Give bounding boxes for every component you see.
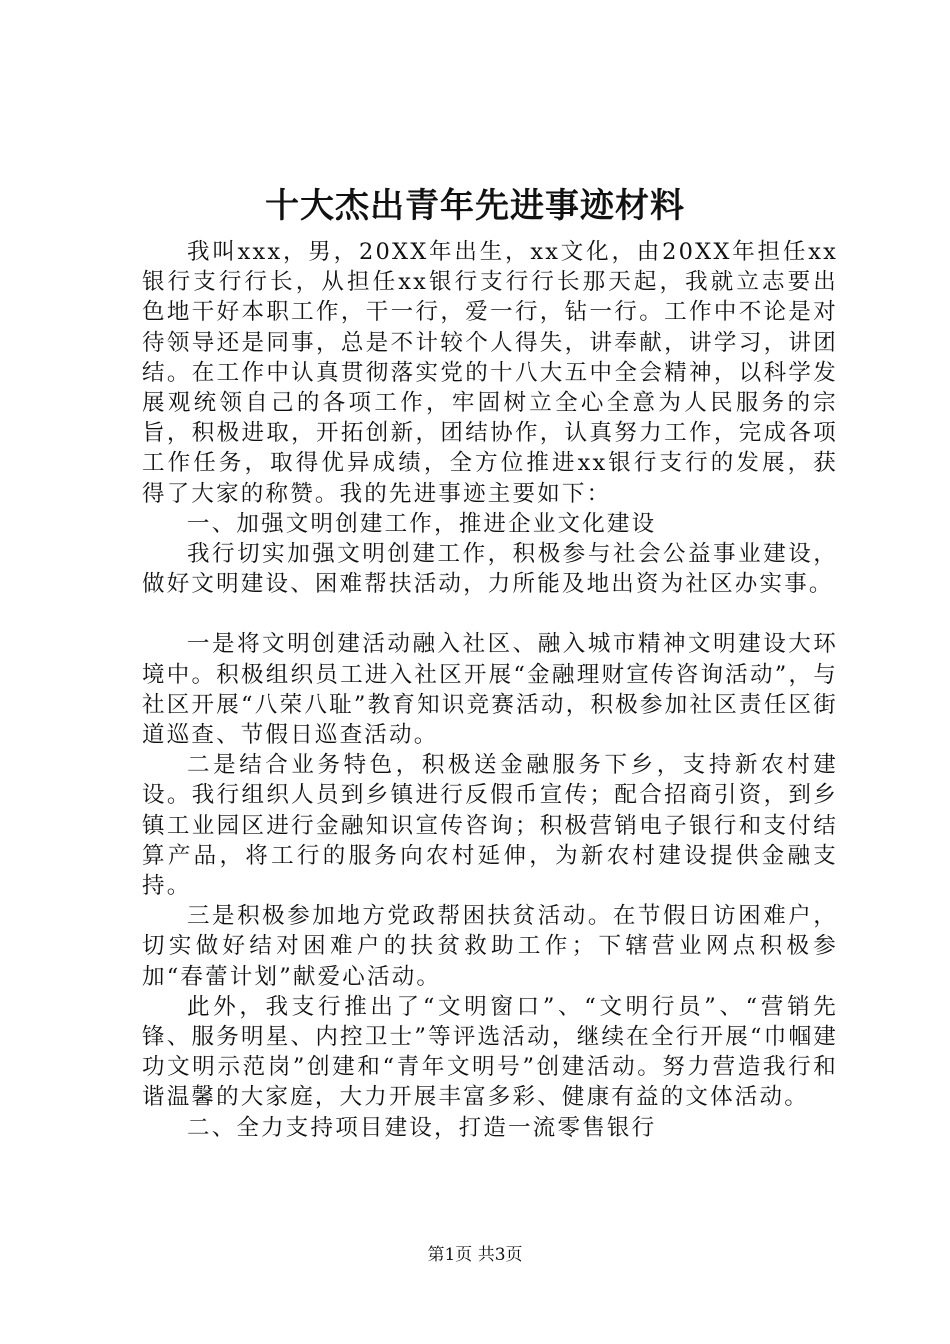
paragraph-section-1-intro: 我行切实加强文明创建工作，积极参与社会公益事业建设，做好文明建设、困难帮扶活动，力所能及地出资为社区办实事。 (142, 541, 838, 598)
paragraph-point-3: 三是积极参加地方党政帮困扶贫活动。在节假日访困难户，切实做好结对困难户的扶贫救助工作；下辖营业网点积极参加“春蕾计划”献爱心活动。 (142, 903, 838, 990)
page-number-footer: 第1页 共3页 (427, 1245, 523, 1265)
section-heading-2: 二、全力支持项目建设，打造一流零售银行 (187, 1114, 657, 1141)
paragraph-point-1: 一是将文明创建活动融入社区、融入城市精神文明建设大环境中。积极组织员工进入社区开展“金融理财宣传咨询活动”，与社区开展“八荣八耻”教育知识竞赛活动，积极参加社区责任区街道巡查、节假日巡查活动。 (142, 631, 838, 749)
paragraph-point-2: 二是结合业务特色，积极送金融服务下乡，支持新农村建设。我行组织人员到乡镇进行反假币宣传；配合招商引资，到乡镇工业园区进行金融知识宣传咨询；积极营销电子银行和支付结算产品，将工行的服务向农村延伸，为新农村建设提供金融支持。 (142, 752, 838, 900)
document-body (142, 237, 838, 1143)
section-heading-1: 一、加强文明创建工作，推进企业文化建设 (187, 510, 657, 537)
paragraph-additional: 此外，我支行推出了“文明窗口”、“文明行员”、“营销先锋、服务明星、内控卫士”等评选活动，继续在全行开展“巾帼建功文明示范岗”创建和“青年文明号”创建活动。努力营造我行和谐温馨的大家庭，大力开展丰富多彩、健康有益的文体活动。 (142, 993, 838, 1111)
paragraph-intro: 我叫xxx，男，20XX年出生，xx文化，由20XX年担任xx银行支行行长，从担任xx银行支行行长那天起，我就立志要出色地干好本职工作，干一行，爱一行，钻一行。工作中不论是对待领导还是同事，总是不计较个人得失，讲奉献，讲学习，讲团结。在工作中认真贯彻落实党的十八大五中全会精神，以科学发展观统领自己的各项工作，牢固树立全心全意为人民服务的宗旨，积极进取，开拓创新，团结协作，认真努力工作，完成各项工作任务，取得优异成绩，全方位推进xx银行支行的发展，获得了大家的称赞。我的先进事迹主要如下： (142, 239, 838, 507)
document-title: 十大杰出青年先进事迹材料 (265, 186, 685, 226)
